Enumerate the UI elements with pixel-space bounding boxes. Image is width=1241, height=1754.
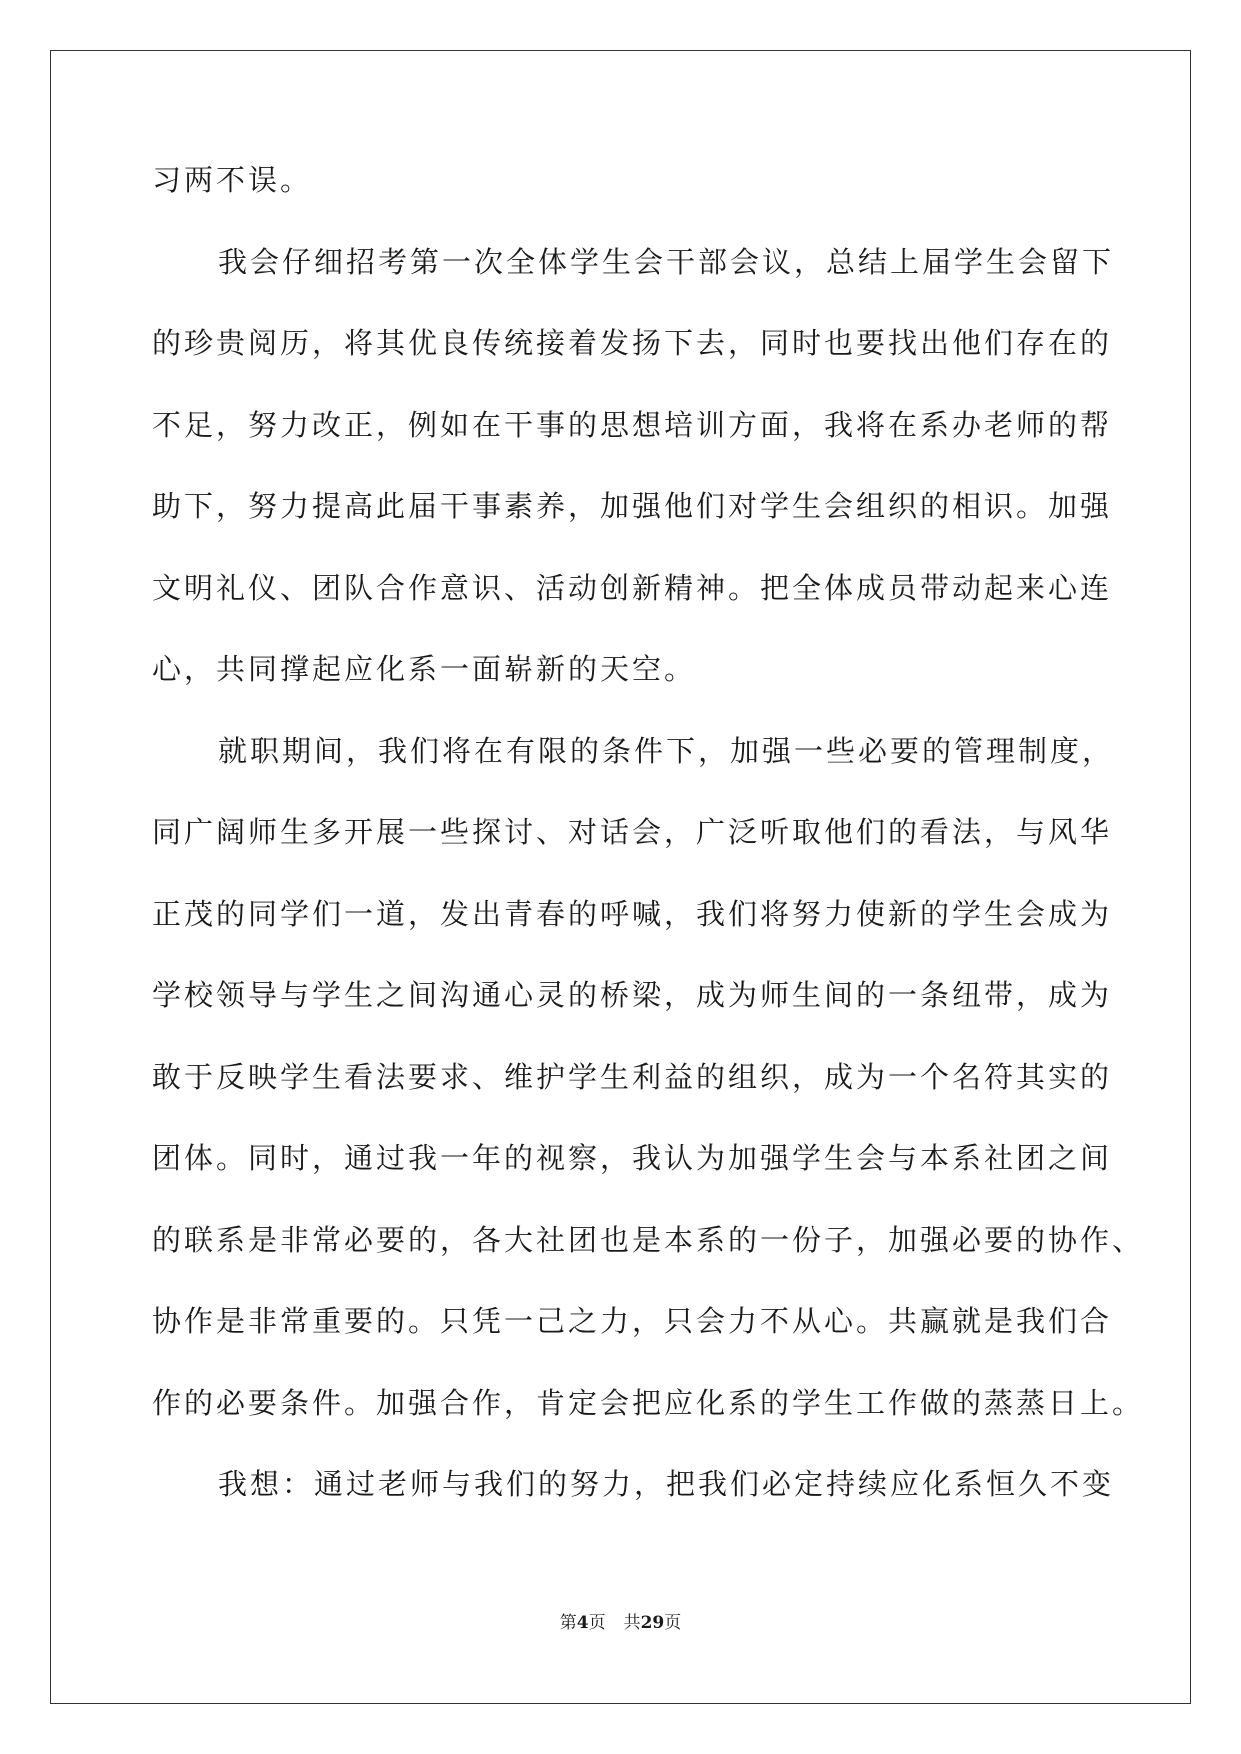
text-line: 不足，努力改正，例如在干事的思想培训方面，我将在系办老师的帮 [152,407,1113,442]
text-line: 心，共同撑起应化系一面崭新的天空。 [152,652,697,686]
text-line: 协作是非常重要的。只凭一己之力，只会力不从心。共赢就是我们合 [152,1304,1113,1338]
text-line: 团体。同时，通过我一年的视察，我认为加强学生会与本系社团之间 [152,1141,1113,1175]
paragraph-start-line: 就职期间，我们将在有限的条件下，加强一些必要的管理制度， [218,733,1115,768]
text-line: 习两不误。 [152,163,313,197]
text-line: 同广阔师生多开展一些探讨、对话会，广泛听取他们的看法，与风华 [152,815,1113,849]
page-footer [0,1612,1241,1634]
total-label-suffix: 页 [664,1613,682,1633]
page-label-suffix: 页 [588,1613,606,1633]
total-pages-number: 29 [640,1613,665,1633]
text-line: 的联系是非常必要的，各大社团也是本系的一份子，加强必要的协作、 [152,1222,1145,1257]
document-body [152,160,1145,1546]
current-page-number: 4 [576,1613,589,1633]
paragraph-start-line: 我想：通过老师与我们的努力，把我们必定持续应化系恒久不变 [218,1467,1115,1501]
text-line: 文明礼仪、团队合作意识、活动创新精神。把全体成员带动起来心连 [152,570,1113,605]
text-line: 助下，努力提高此届干事素养，加强他们对学生会组织的相识。加强 [152,489,1113,523]
page-label-prefix: 第 [559,1613,577,1633]
text-line: 正茂的同学们一道，发出青春的呼喊，我们将努力使新的学生会成为 [152,896,1113,931]
text-line: 学校领导与学生之间沟通心灵的桥梁，成为师生间的一条纽带，成为 [152,978,1113,1012]
total-label-prefix: 共 [623,1613,641,1633]
paragraph-start-line: 我会仔细招考第一次全体学生会干部会议，总结上届学生会留下 [218,244,1115,279]
text-line: 的珍贵阅历，将其优良传统接着发扬下去，同时也要找出他们存在的 [152,326,1113,360]
text-line: 敢于反映学生看法要求、维护学生利益的组织，成为一个名符其实的 [152,1059,1113,1094]
text-line: 作的必要条件。加强合作，肯定会把应化系的学生工作做的蒸蒸日上。 [152,1385,1145,1420]
